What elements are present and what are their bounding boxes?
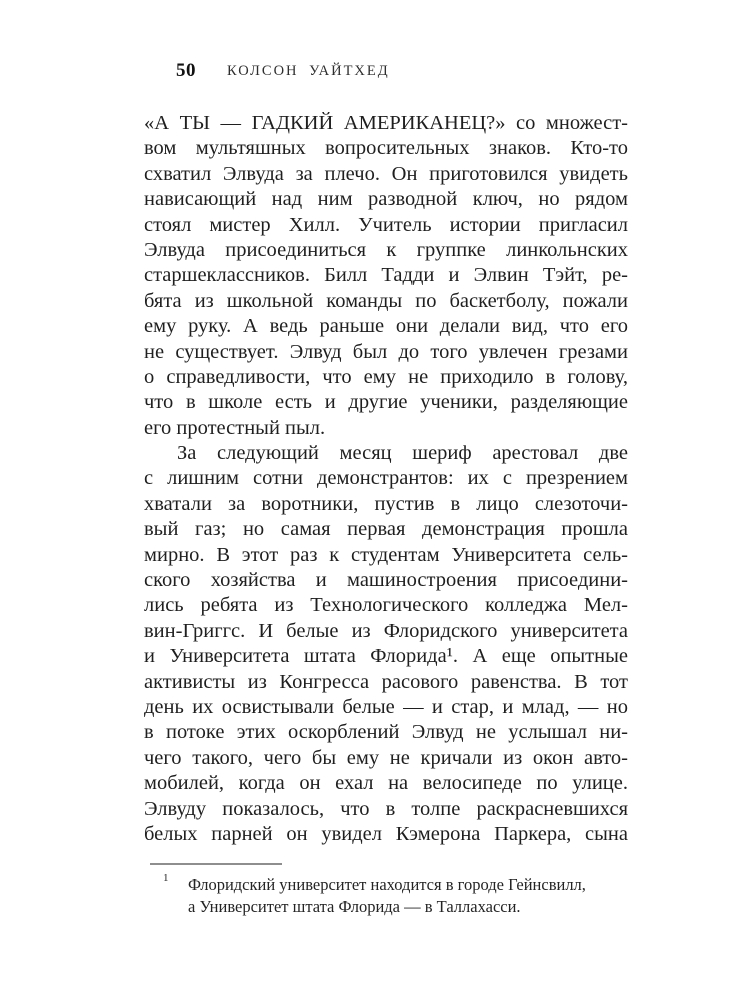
- text-line: хватали за воротники, пустив в лицо слезоточи-: [144, 492, 628, 515]
- text-line: в потоке этих оскорблений Элвуд не услышал ни-: [144, 721, 628, 744]
- text-line: Элвуду показалось, что в толпе раскрасневшихся: [144, 797, 628, 820]
- paragraph: [144, 441, 628, 847]
- body-text: [144, 111, 628, 847]
- text-line: «А ТЫ — ГАДКИЙ АМЕРИКАНЕЦ?» со множест-: [144, 112, 628, 134]
- paragraph: [144, 111, 628, 441]
- text-line: и Университета штата Флорида¹. А еще опытные: [144, 645, 628, 668]
- text-line: мобилей, когда он ехал на велосипеде по улице.: [144, 772, 628, 795]
- footnote-rule: [150, 863, 282, 865]
- text-line: о справедливости, что ему не приходило в голову,: [144, 365, 628, 388]
- text-line: с лишним сотни демонстрантов: их с презрением: [144, 467, 628, 490]
- text-line: его протестный пыл.: [144, 416, 326, 439]
- running-head: КОЛСОН УАЙТХЕД: [227, 63, 390, 79]
- text-line: стоял мистер Хилл. Учитель истории пригласил: [144, 213, 628, 236]
- footnote: [163, 872, 628, 917]
- page-number: 50: [176, 60, 196, 81]
- text-line: Элвуда присоединиться к группке линкольнских: [144, 238, 628, 261]
- footnote-line: Флоридский университет находится в городе Гейнсвилл,: [188, 875, 586, 894]
- text-line: нависающий над ним разводной ключ, но рядом: [144, 188, 628, 211]
- text-line: старшеклассников. Билл Тадди и Элвин Тэйт, ре-: [144, 264, 628, 287]
- footnote-line: а Университет штата Флорида — в Таллахасси.: [188, 896, 521, 916]
- text-line: активисты из Конгресса расового равенства. В тот: [144, 670, 628, 693]
- text-line: За следующий месяц шериф арестовал две: [177, 442, 628, 465]
- text-line: вом мультяшных вопросительных знаков. Кто-то: [144, 137, 628, 160]
- text-line: схватил Элвуда за плечо. Он приготовился увидеть: [144, 162, 628, 185]
- text-line: вин-Григгс. И белые из Флоридского университета: [144, 619, 628, 642]
- text-line: вый газ; но самая первая демонстрация прошла: [144, 518, 628, 541]
- text-line: ского хозяйства и машиностроения присоедини-: [144, 569, 628, 592]
- text-line: лись ребята из Технологического колледжа Мел-: [144, 594, 628, 617]
- text-line: что в школе есть и другие ученики, разделяющие: [144, 391, 628, 414]
- text-line: чего такого, чего бы ему не кричали из окон авто-: [144, 746, 628, 769]
- footnote-marker: 1: [163, 872, 169, 884]
- text-line: день их освистывали белые — и стар, и млад, — но: [144, 695, 628, 718]
- text-line: ему руку. А ведь раньше они делали вид, что его: [144, 315, 628, 338]
- text-line: не существует. Элвуд был до того увлечен грезами: [144, 340, 628, 363]
- text-line: белых парней он увидел Кэмерона Паркера, сына: [144, 822, 628, 845]
- text-line: бята из школьной команды по баскетболу, пожали: [144, 289, 628, 312]
- text-line: мирно. В этот раз к студентам Университета сель-: [144, 543, 628, 566]
